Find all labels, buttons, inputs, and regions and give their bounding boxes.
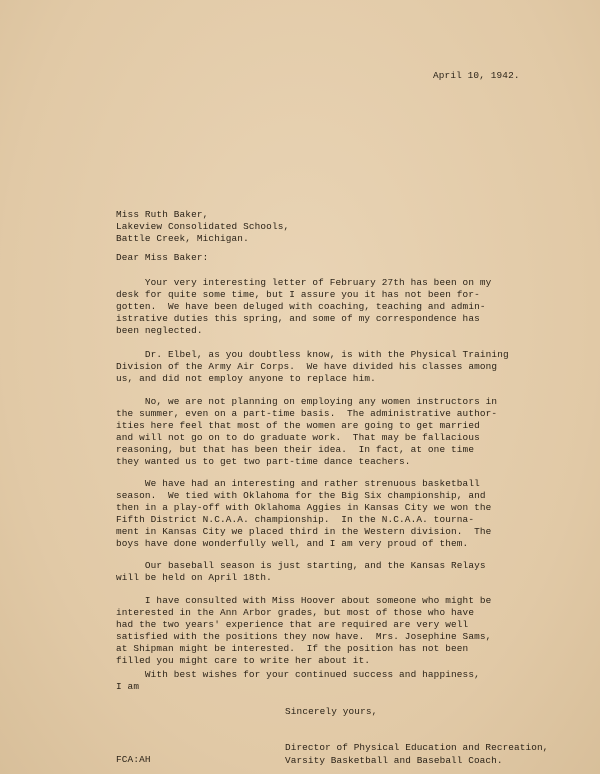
- paragraph-line: No, we are not planning on employing any women instructors in: [116, 396, 498, 407]
- signature-title-line: Director of Physical Education and Recreation,: [285, 742, 549, 753]
- paragraph-line: satisfied with the positions they now have. Mrs. Josephine Sams,: [116, 631, 492, 643]
- complimentary-close: Sincerely yours,: [285, 706, 378, 717]
- paragraph-line: Your very interesting letter of February 27th has been on my: [116, 277, 492, 288]
- paragraph-line: Division of the Army Air Corps. We have divided his classes among: [116, 361, 498, 373]
- paragraph-4: [116, 478, 491, 551]
- paragraph-line: us, and did not employ anyone to replace him.: [116, 373, 376, 385]
- paragraph-line: Dr. Elbel, as you doubtless know, is with the Physical Training: [116, 349, 509, 360]
- letter-date: April 10, 1942.: [433, 70, 520, 81]
- paragraph-1: [116, 277, 491, 337]
- paragraph-line: had the two years' experience that are required are very well: [116, 619, 469, 631]
- paragraph-line: gotten. We have been deluged with coaching, teaching and admin-: [116, 301, 486, 313]
- signature-title-line: Varsity Basketball and Baseball Coach.: [285, 755, 503, 766]
- paragraph-line: they wanted us to get two part-time dance teachers.: [116, 456, 411, 468]
- address-line-city: Battle Creek, Michigan.: [116, 233, 249, 244]
- paragraph-line: I am: [116, 681, 140, 693]
- reference-initials: FCA:AH: [116, 754, 151, 765]
- paragraph-line: ities here feel that most of the women are going to get married: [116, 420, 480, 432]
- paragraph-line: boys have done wonderfully well, and I am very proud of them.: [116, 538, 469, 550]
- paragraph-line: then in a play-off with Oklahoma Aggies in Kansas City we won the: [116, 502, 492, 514]
- address-line-name: Miss Ruth Baker,: [116, 209, 209, 220]
- address-line-school: Lakeview Consolidated Schools,: [116, 221, 290, 232]
- paragraph-line: istrative duties this spring, and some of my correspondence has: [116, 313, 480, 325]
- paragraph-2: [116, 349, 509, 385]
- signature-block: [285, 741, 548, 767]
- paragraph-3: [116, 396, 497, 469]
- paragraph-line: With best wishes for your continued success and happiness,: [116, 669, 480, 680]
- paragraph-line: at Shipman might be interested. If the position has not been: [116, 643, 469, 655]
- paragraph-line: interested in the Ann Arbor grades, but most of those who have: [116, 607, 475, 619]
- paragraph-line: Our baseball season is just starting, and the Kansas Relays: [116, 560, 486, 571]
- paragraph-line: reasoning, but that has been their idea. In fact, at one time: [116, 444, 475, 456]
- paragraph-line: season. We tied with Oklahoma for the Big Six championship, and: [116, 490, 486, 502]
- paragraph-line: Fifth District N.C.A.A. championship. In the N.C.A.A. tourna-: [116, 514, 475, 526]
- paragraph-6: [116, 595, 491, 668]
- paragraph-line: will be held on April 18th.: [116, 572, 272, 584]
- paragraph-line: filled you might care to write her about it.: [116, 655, 371, 667]
- paragraph-line: the summer, even on a part-time basis. The administrative author-: [116, 408, 498, 420]
- paragraph-line: We have had an interesting and rather strenuous basketball: [116, 478, 480, 489]
- paragraph-line: been neglected.: [116, 325, 203, 337]
- paragraph-line: ment in Kansas City we placed third in the Western division. The: [116, 526, 492, 538]
- paragraph-line: desk for quite some time, but I assure you it has not been for-: [116, 289, 480, 301]
- paragraph-7: [116, 669, 480, 693]
- paragraph-line: I have consulted with Miss Hoover about someone who might be: [116, 595, 492, 606]
- paragraph-5: [116, 560, 486, 584]
- paragraph-line: and will not go on to do graduate work. That may be fallacious: [116, 432, 480, 444]
- salutation: Dear Miss Baker:: [116, 252, 209, 263]
